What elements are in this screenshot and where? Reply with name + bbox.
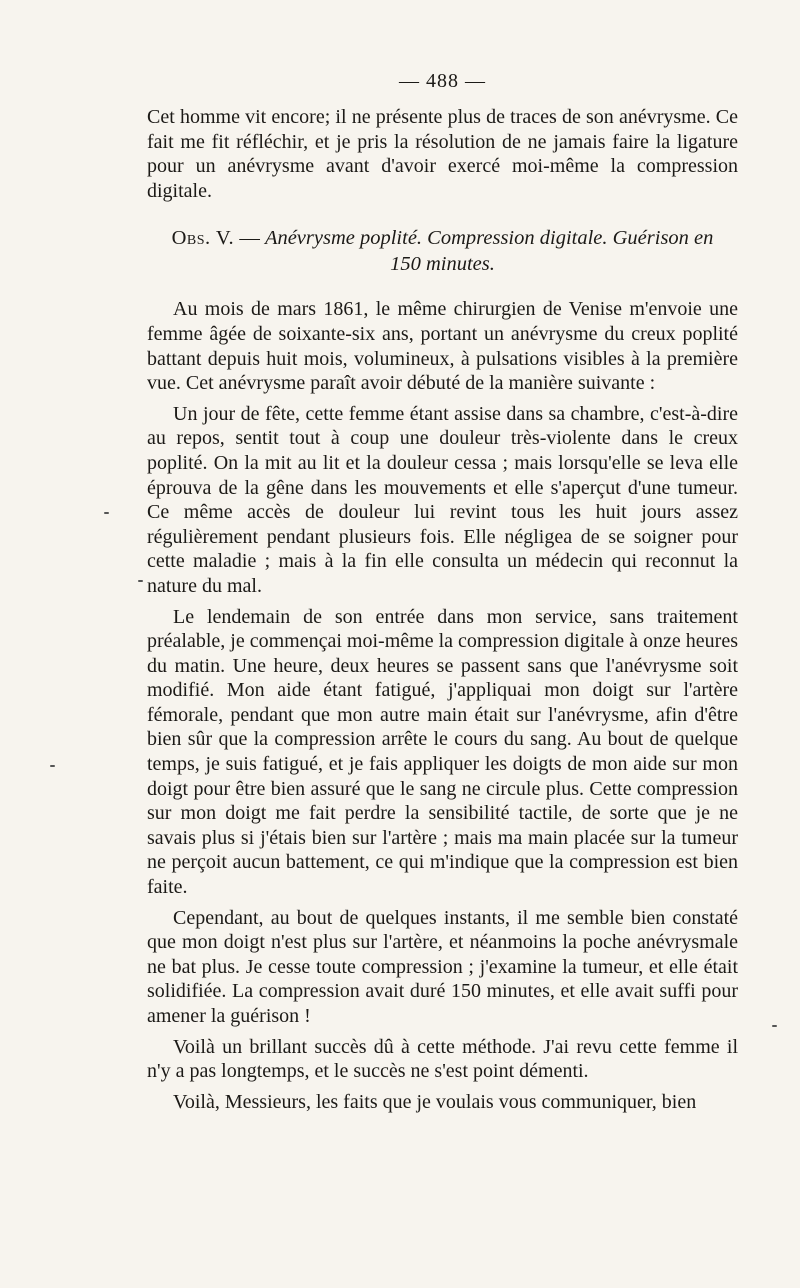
print-speck: [138, 580, 143, 582]
observation-title-line1: Anévrysme poplité. Compression digitale. Guérison en: [264, 227, 714, 250]
print-speck: [104, 512, 109, 514]
paragraph: Le lendemain de son entrée dans mon service, sans traitement préalable, je commençai moi-même la compression digitale à onze heures du matin. Une heure, deux heures se passent sans que l'anévrysme soit modifié. Mon aide étant fatigué, j'appliquai mon doigt sur l'artère fémorale, pendant que mon autre main était sur l'anévrysme, afin d'être bien sûr que la compression arrête le cours du sang. Au bout de quelque temps, je suis fatigué, et je fais appliquer les doigts de mon aide sur mon doigt pour être bien assuré que le sang ne circule plus. Cette compression sur mon doigt me fait perdre la sensibilité tactile, de sorte que je ne savais plus si j'étais bien sur l'artère ; mais ma main placée sur la tumeur ne perçoit aucun battement, ce qui m'indique que la compression est bien faite.: [147, 605, 738, 899]
observation-label: Obs. V.: [171, 227, 235, 250]
paragraph: Au mois de mars 1861, le même chirurgien de Venise m'envoie une femme âgée de soixante-six ans, portant un anévrysme du creux poplité battant depuis huit mois, volumineux, à pulsations visibles à la première vue. Cet anévrysme paraît avoir débuté de la manière suivante :: [147, 298, 738, 395]
paragraph: Voilà un brillant succès dû à cette méthode. J'ai revu cette femme il n'y a pas longtemps, et le succès ne s'est point démenti.: [147, 1035, 738, 1083]
observation-heading: [147, 225, 738, 277]
paragraph: Cependant, au bout de quelques instants, il me semble bien constaté que mon doigt n'est plus sur l'artère, et néanmoins la poche anévrysmale ne bat plus. Je cesse toute compression ; j'examine la tumeur, et elle était solidifiée. La compression avait duré 150 minutes, et elle avait suffi pour amener la guérison !: [147, 906, 738, 1027]
observation-title-line2: 150 minutes.: [390, 253, 495, 276]
print-speck: [50, 765, 55, 767]
page-number: — 488 —: [399, 70, 486, 92]
observation-dash: —: [234, 227, 265, 250]
paragraph: Voilà, Messieurs, les faits que je voulais vous communiquer, bien: [173, 1090, 697, 1113]
paragraph-continuation: Cet homme vit encore; il ne présente plus de traces de son anévrysme. Ce fait me fit réfléchir, et je pris la résolution de ne jamais faire la ligature pour un anévrysme avant d'avoir exercé moi-même la compression digitale.: [147, 106, 738, 202]
spacer: [147, 277, 738, 297]
paragraph: Un jour de fête, cette femme étant assise dans sa chambre, c'est-à-dire au repos, sentit tout à coup une douleur très-violente dans le creux poplité. On la mit au lit et la douleur cessa ; mais lorsqu'elle se leva elle éprouva de la gêne dans les mouvements et elle s'aperçut d'une tumeur. Ce même accès de douleur lui revint tous les huit jours assez régulièrement pendant plusieurs fois. Elle négligea de se soigner pour cette maladie ; mais à la fin elle consulta un médecin qui reconnut la nature du mal.: [147, 402, 738, 597]
print-speck: [772, 1025, 777, 1027]
